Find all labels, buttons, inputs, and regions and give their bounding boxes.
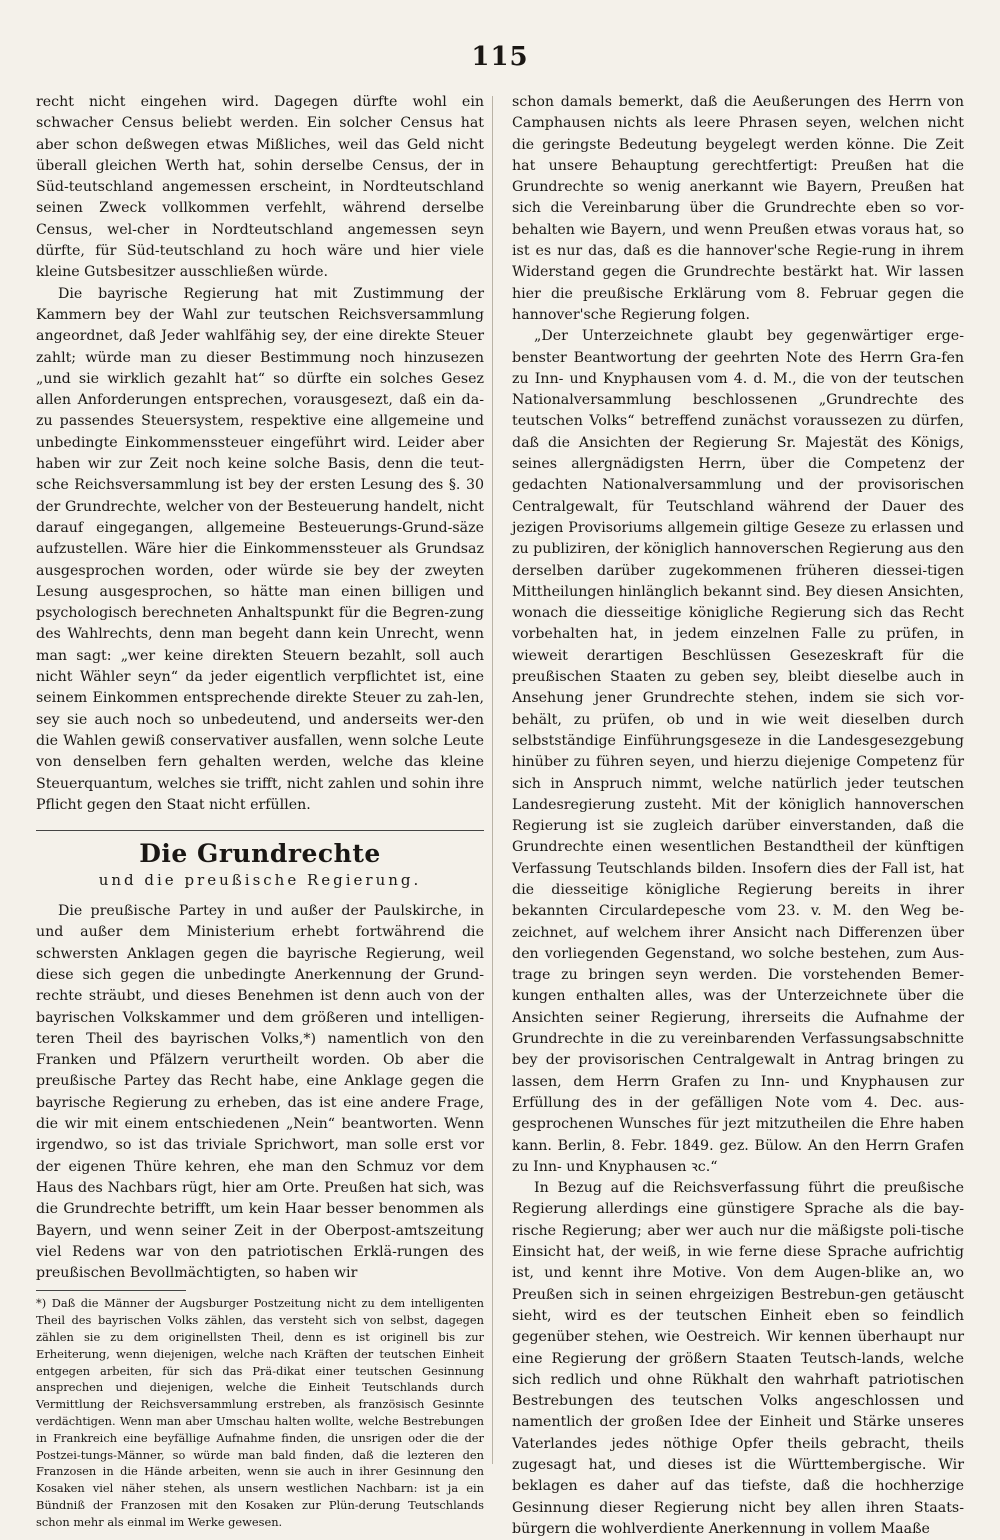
paragraph: Die preußische Partey in und außer der Paulskirche, in und außer dem Ministerium erhebt fortwährend die schwersten Anklagen gegen die bayrische Regierung, weil diese sich gegen die unbedingte Anerkennung der Grund-rechte sträubt, und dieses Benehmen ist denn auch von der bayrischen Volkskammer und dem größeren und intelligen-teren Theil des bayrischen Volks,*) namentlich von den Franken und Pfälzern verurtheilt worden. Ob aber die preußische Partey das Recht habe, eine Anklage gegen die bayrische Regierung zu erheben, das ist eine andere Frage, die wir mit einem entschiedenen „Nein“ beantworten. Wenn irgendwo, so ist das triviale Sprichwort, man solle erst vor der eigenen Thüre kehren, ehe man den Schmuz vor dem Haus des Nachbars rügt, hier am Orte. Preußen hat sich, was die Grundrechte betrifft, um kein Haar besser benommen als Bayern, und wenn seiner Zeit in der Oberpost-amtszeitung viel Redens war von den patriotischen Erklä-rungen des preußischen Bevollmächtigten, so haben wir bbox=[36, 903, 484, 1282]
right-column bbox=[512, 92, 964, 1540]
article-subtitle: und die preußische Regierung. bbox=[98, 871, 422, 890]
paragraph: In Bezug auf die Reichsverfassung führt die preußische Regierung allerdings eine günstigere Sprache als die bay-rische Regierung; aber wer auch nur die mäßigste poli-tische Einsicht hat, der weiß, in wie ferne diese Sprache aufrichtig ist, und kennt ihre Motive. Von dem Augen-blike an, wo Preußen sich in seinen ehrgeizigen Bestrebun-gen getäuscht sieht, wird es der teutschen Einheit eben so feindlich gegenüber stehen, wie Oestreich. Wir kennen überhaupt nur eine Regierung der größern Staaten Teutsch-lands, welche sich redlich und ohne Rükhalt den wahrhaft patriotischen Bestrebungen des teutschen Volks angeschlossen und namentlich der großen Idee der Einheit und Stärke unseres Vaterlandes jedes nöthige Opfer theils gebracht, theils zugesagt hat, und dieses ist die Württembergische. Wir beklagen es daher auf das tiefste, daß die hochherzige Gesinnung dieser Regierung nicht bey allen ihren Staats-bürgern die wohlverdiente Anerkennung in vollem Maaße bbox=[512, 1180, 964, 1537]
paragraph: schon damals bemerkt, daß die Aeußerungen des Herrn von Camphausen nichts als leere Phrasen seyen, welchen nicht die geringste Bedeutung beygelegt werden könne. Die Zeit hat unsere Behauptung gerechtfertigt: Preußen hat die Grundrechte so wenig anerkannt wie Bayern, Preußen hat sich die Vereinbarung über die Grundrechte eben so vor-behalten wie Bayern, und wenn Preußen etwas voraus hat, so ist es nur das, daß es die hannover'sche Regie-rung in ihrem Widerstand gegen die Grundrechte bestärkt hat. Wir lassen hier die preußische Erklärung vom 8. Februar gegen die hannover'sche Regierung folgen. bbox=[512, 94, 964, 323]
paragraph: recht nicht eingehen wird. Dagegen dürfte wohl ein schwacher Census beliebt werden. Ein solcher Census hat aber schon deßwegen etwas Mißliches, weil das Geld nicht überall gleichen Werth hat, sohin derselbe Census, der in Süd-teutschland angemessen erscheint, in Nordteutschland seinen Zweck vollkommen verfehlt, während derselbe Census, wel-cher in Nordteutschland angemessen seyn dürfte, für Süd-teutschland zu hoch wäre und hier viele kleine Gutsbesitzer ausschließen würde. bbox=[36, 94, 484, 281]
footnote: *) Daß die Männer der Augsburger Postzeitung nicht zu dem intelligenten Theil des bayrischen Volks zählen, das versteht sich von selbst, dagegen zählen sie zu dem originellsten Theil, denn es ist originell bis zur Erheiterung, wenn diejenigen, welche nach Kräften der teutschen Einheit entgegen arbeiten, für sich das Prä-dikat einer teutschen Gesinnung ansprechen und diejenigen, welche die Einheit Teutschlands durch Vermittlung der Reichsversammlung erstreben, als französisch Gesinnte verdächtigen. Wenn man aber Umschau halten wollte, welche Bestrebungen in Frankreich eine beyfällige Aufnahme finden, die unsrigen oder die der Postzei-tungs-Männer, so würde man bald finden, daß die lezteren den Franzosen in die Hände arbeiten, wenn sie auch in ihrer Gesinnung den Kosaken viel näher stehen, als unsern westlichen Nachbarn: ist ja ein Bündniß der Franzosen mit den Kosaken zur Plün-derung Teutschlands schon mehr als einmal im Werke gewesen. bbox=[36, 1296, 484, 1529]
paragraph: Die bayrische Regierung hat mit Zustimmung der Kammern bey der Wahl zur teutschen Reichsversammlung angeordnet, daß Jeder wahlfähig sey, der eine direkte Steuer zahlt; würde man zu dieser Bestimmung noch hinzusezen „und sie wirklich gezahlt hat“ so dürfte ein solches Gesez allen Anforderungen entsprechen, vorausgesezt, daß ein da-zu passendes Steuersystem, respektive eine allgemeine und unbedingte Einkommenssteuer eingeführt wird. Leider aber haben wir zur Zeit noch keine solche Basis, denn die teut-sche Reichsversammlung ist bey der ersten Lesung des §. 30 der Grundrechte, welcher von der Besteuerung handelt, nicht darauf eingegangen, allgemeine Besteuerungs-Grund-säze aufzustellen. Wäre hier die Einkommenssteuer als Grundsaz ausgesprochen worden, oder würde sie bey der zweyten Lesung ausgesprochen, so hätte man einen billigen und psychologisch berechneten Anhaltspunkt für die Begren-zung des Wahlrechts, denn man begeht dann kein Unrecht, wenn man sagt: „wer keine direkten Steuern bezahlt, soll auch nicht Wähler seyn“ da jeder eigentlich verpflichtet ist, eine seinem Einkommen entsprechende direkte Steuer zu zah-len, sey sie auch noch so unbedeutend, und anderseits wer-den die Wahlen gewiß conservativer ausfallen, wenn solche Leute von denselben fern gehalten werden, welche das kleine Steuerquantum, welches sie trifft, nicht zahlen und sohin ihre Pflicht gegen den Staat nicht erfüllen. bbox=[36, 285, 484, 813]
article-title: Die Grundrechte bbox=[139, 839, 381, 869]
left-column bbox=[36, 92, 484, 1531]
page-number: 115 bbox=[471, 42, 529, 72]
heading-rule bbox=[36, 830, 484, 831]
footnote-separator bbox=[36, 1290, 186, 1291]
column-divider bbox=[492, 96, 493, 1464]
article-heading bbox=[36, 830, 484, 891]
quoted-declaration: „Der Unterzeichnete glaubt bey gegenwärtiger erge-benster Beantwortung der geehrten Note des Herrn Gra-fen zu Inn- und Knyphausen vom 4. d. M., die von der teutschen Nationalversammlung beschlossenen „Grundrechte des teutschen Volks“ betreffend zunächst voraussezen zu dürfen, daß die Ansichten der Regierung Sr. Majestät des Königs, seines allergnädigsten Herrn, über die Competenz der gedachten Nationalversammlung und der provisorischen Centralgewalt, für Teutschland während der Dauer des jezigen Provisoriums allgemein giltige Geseze zu erlassen und zu publiziren, der königlich hannoverschen Regierung aus den derselben darüber zugekommenen früheren diessei-tigen Mittheilungen hinlänglich bekannt sind. Bey diesen Ansichten, wonach die diesseitige königliche Regierung sich das Recht vorbehalten hat, in jedem einzelnen Falle zu prüfen, in wieweit derartigen Beschlüssen Gesezeskraft für die preußischen Staaten zu geben sey, bleibt dieselbe auch in Ansehung jener Grundrechte stehen, indem sie sich vor-behält, zu prüfen, ob und in wie weit dieselben durch selbstständige Einführungsgeseze in die Landesgesezgebung hinüber zu führen seyen, und hierzu diejenige Competenz für sich in Anspruch nimmt, welche natürlich jeder teutschen Landesregierung zusteht. Mit der königlich hannoverschen Regierung ist sie zugleich darüber einverstanden, daß die Grundrechte einen wesentlichen Bestandtheil der künftigen Verfassung Teutschlands bilden. Insofern dies der Fall ist, hat die diesseitige königliche Regierung bereits in ihrer bekannten Circulardepesche vom 23. v. M. den Weg be-zeichnet, auf welchem ihrer Ansicht nach Differenzen über den vorliegenden Gegenstand, wo solche bestehen, zum Aus-trage zu bringen seyn werden. Die vorstehenden Bemer-kungen enthalten alles, was der Unterzeichnete über die Ansichten seiner Regierung, ihrerseits die Aufnahme der Grundrechte in die zu vereinbarenden Verfassungsabschnitte bey der provisorischen Centralgewalt in Antrag bringen zu lassen, dem Herrn Grafen zu Inn- und Knyphausen zur Erfüllung des in der gefälligen Note vom 4. Dec. aus-gesprochenen Wunsches für jezt mitzutheilen die Ehre haben kann. Berlin, 8. Febr. 1849. gez. Bülow. An den Herrn Grafen zu Inn- und Knyphausen ꝛc.“ bbox=[512, 328, 964, 1175]
